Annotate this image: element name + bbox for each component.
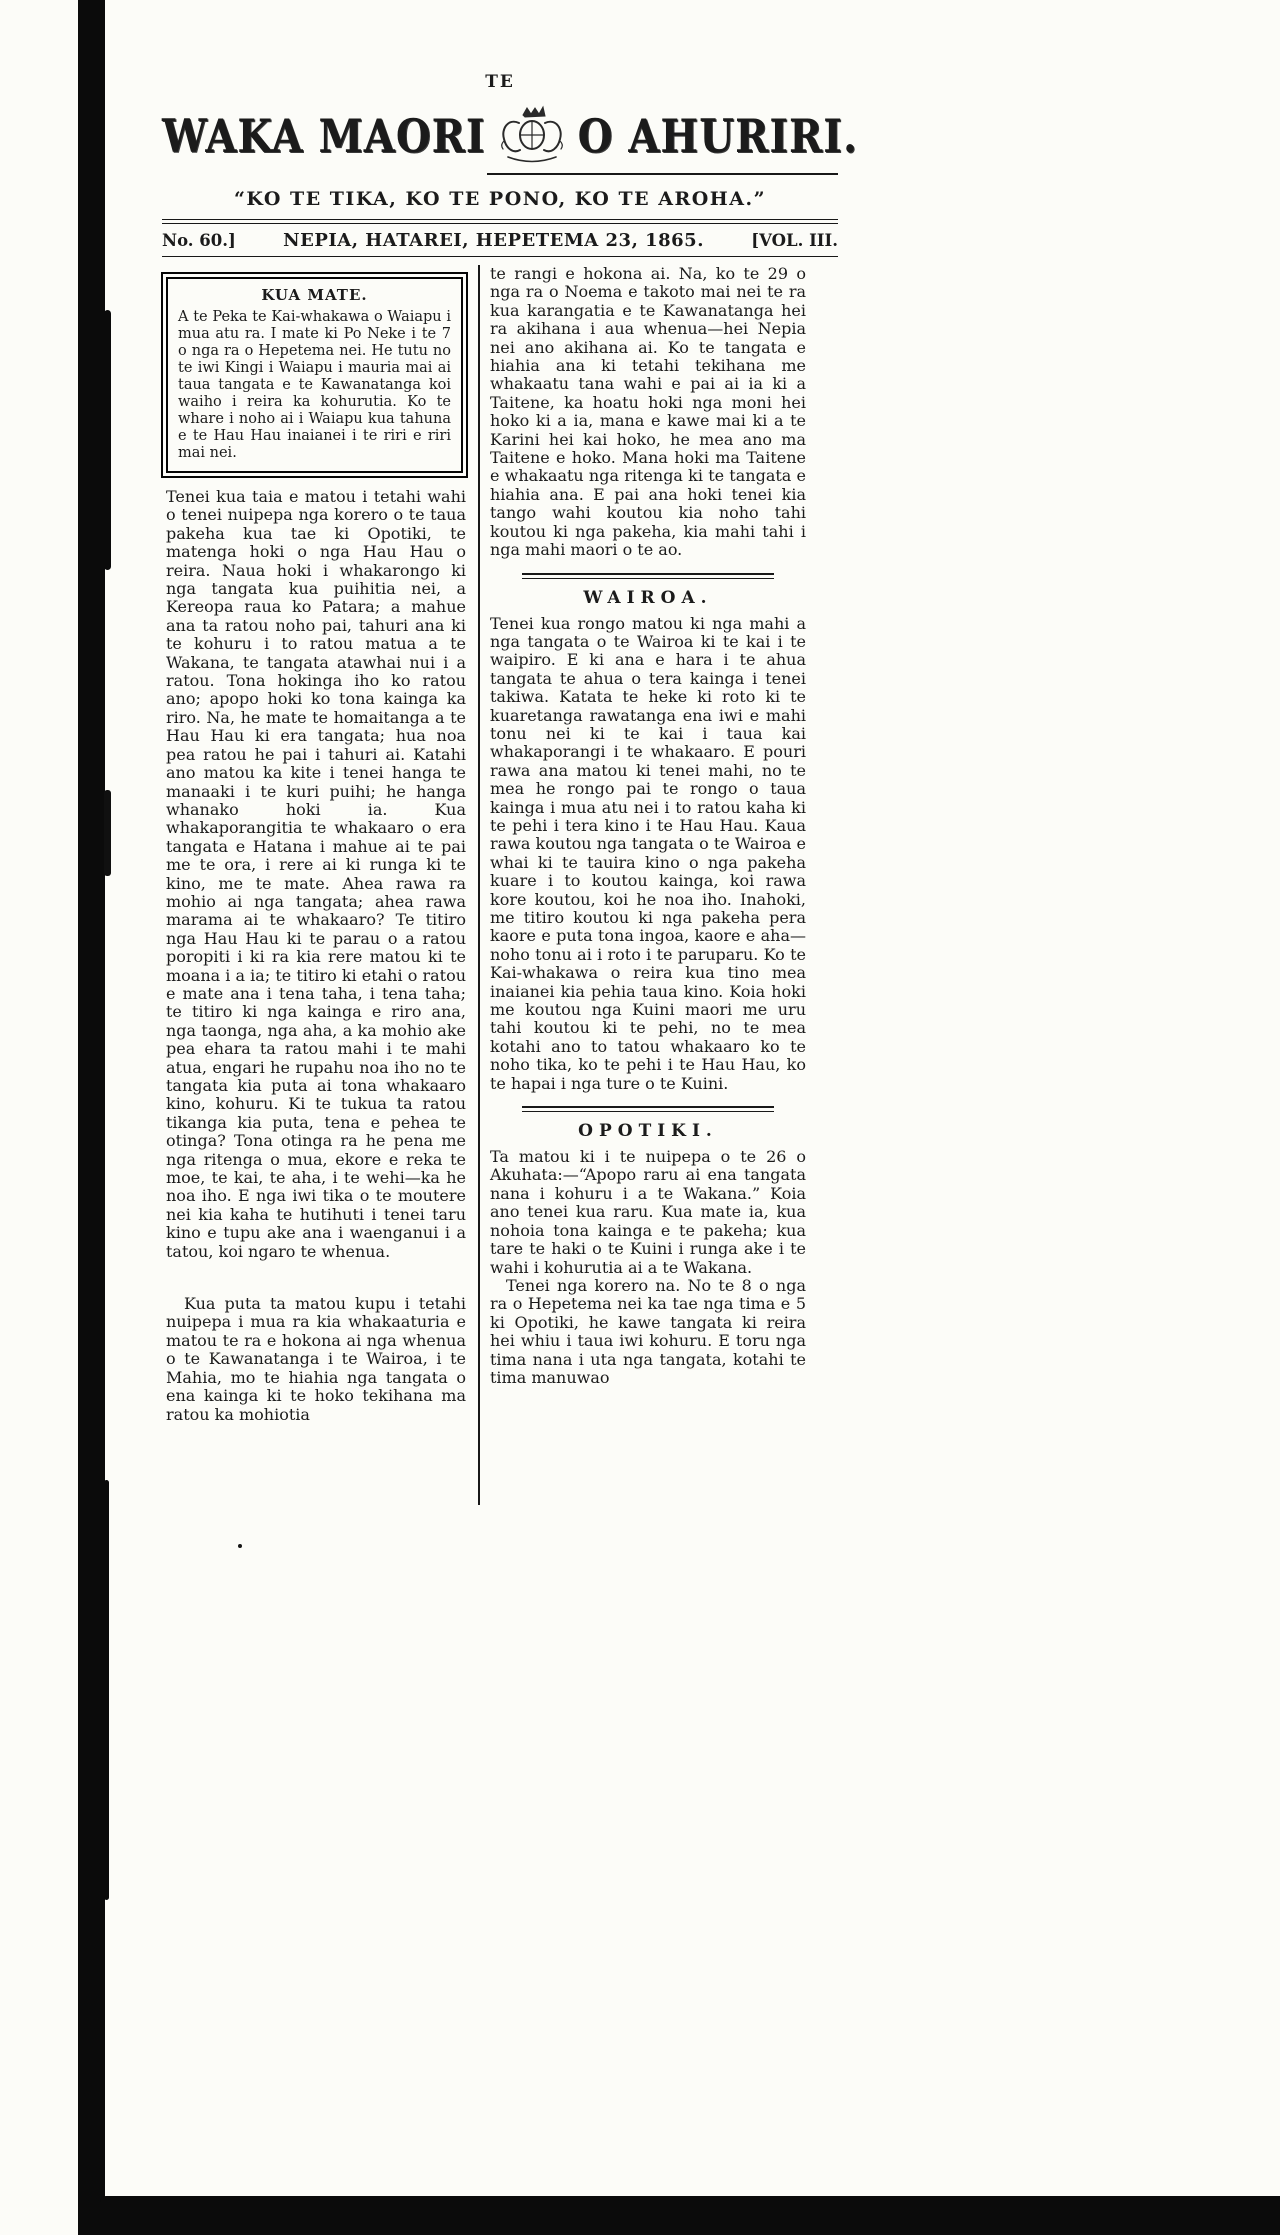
section-heading-opotiki: OPOTIKI. <box>578 1121 718 1142</box>
section-rule <box>522 573 774 579</box>
column-left <box>166 265 466 1424</box>
dateline-rule <box>162 256 838 257</box>
royal-crest-icon <box>486 105 578 167</box>
ink-speck <box>238 1544 242 1548</box>
scan-edge-mark <box>104 790 111 876</box>
masthead-title-left: WAKA MAORI <box>162 108 486 164</box>
masthead <box>162 104 858 168</box>
dateline <box>162 230 838 251</box>
masthead-underline <box>487 173 838 175</box>
scan-edge-bottom <box>100 2196 1280 2235</box>
scan-edge-left <box>78 0 105 2235</box>
column-right <box>490 265 806 1424</box>
page-content <box>162 72 858 1424</box>
masthead-title-right: O AHURIRI. <box>577 108 858 164</box>
article-paragraph: Kua puta ta matou kupu i tetahi nuipepa i mua ra kia whakaaturia e matou te ra e hokona ai nga whenua o te Kawanatanga i te Wairoa, i te Mahia, mo te hiahia nga tangata o ena kainga ki te hoko tekihana ma ratou ka mohiotia <box>166 1294 466 1424</box>
obituary-body: A te Peka te Kai-whakawa o Waiapu i mua atu ra. I mate ki Po Neke i te 7 o nga ra o Hepetema nei. He tutu no te iwi Kingi i Waiapu i mauria mai ai taua tangata e te Kawanatanga koi waiho i reira ka kohurutia. Ko te whare i noho ai i Waiapu kua tahuna e te Hau Hau inaianei i te riri e riri mai nei. <box>178 309 451 461</box>
article-paragraph: Tenei kua rongo matou ki nga mahi a nga tangata o te Wairoa ki te kai i te waipiro. E ki ana e hara i te ahua tangata te ahua o tera kainga i tenei takiwa. Katata te heke ki roto ki te kuaretanga rawatanga ena iwi e mahi tonu nei ki te kai i taua kai whakaporangi i te whakaaro. E pouri rawa ana matou ki tenei mahi, no te mea he rongo pai te rongo o taua kainga i mua atu nei i to ratou kaha ki te pehi i tera kino i te Hau Hau. Kaua rawa koutou nga tangata o te Wairoa e whai ki te tauira kino o nga pakeha kuare i to koutou kainga, koi rawa kore koutou, koi he noa iho. Inahoki, me titiro koutou ki nga pakeha pera kaore e puta tona ingoa, kaore e aha—noho tonu ai i roto i te paruparu. Ko te Kai-whakawa o reira kua tino mea inaianei kia pehia taua kino. Koia hoki me koutou nga Kuini maori me uru tahi koutou ki te pehi, no te mea kotahi ano to tatou whakaaro ko te noho tika, ko te pehi i te Hau Hau, ko te hapai i nga ture o te Kuini. <box>490 613 806 1093</box>
article-paragraph: te rangi e hokona ai. Na, ko te 29 o nga ra o Noema e takoto mai nei te ra kua karangatia e te Kawanatanga hei ra akihana i aua whenua—hei Nepia nei ano akihana ai. Ko te tangata e hiahia ana ki tetahi tekihana me whakaatu tana wahi e pai ai ia ki a Taitene, ka hoatu hoki nga moni hei hoko ki a ia, mana e kawe mai ki a te Karini hei kai hoko, he mea ano ma Taitene e hoko. Mana hoki ma Taitene e whakaatu nga ritenga ki te tangata e hiahia ana. E pai ana hoki tenei kia tango wahi koutou kia noho tahi koutou ki nga pakeha, kia mahi tahi i nga mahi maori o te ao. <box>490 264 806 560</box>
obituary-box <box>166 277 463 473</box>
article-paragraph: Tenei kua taia e matou i tetahi wahi o tenei nuipepa nga korero o te taua pakeha kua tae ki Opotiki, te matenga hoki o nga Hau Hau o reira. Naua hoki i whakarongo ki nga tangata kua puihitia nei, a Kereopa raua ko Patara; a mahue ana ta ratou noho pai, tahuri ana ki te kohuru i to ratou matua a te Wakana, te tangata atawhai nui i a ratou. Tona hokinga iho ko ratou ano; apopo hoki ko tona kainga ka riro. Na, he mate te homaitanga a te Hau Hau ki era tangata; hua noa pea ratou he pai i tahuri ai. Katahi ano matou ka kite i tenei hanga te manaaki i te kuri puihi; he hanga whanako hoki ia. Kua whakaporangitia te whakaaro o era tangata e Hatana i mahue ai te pai me te ora, i rere ai ki runga ki te kino, me te mate. Ahea rawa ra mohio ai nga tangata; ahea rawa marama ai te whakaaro? Te titiro nga Hau Hau ki te parau o a ratou poropiti i ki ra kia rere matou ki te moana i a ia; te titiro ki etahi o ratou e mate ana i tena taha, i tena taha; te titiro ki nga kainga e riro ana, nga taonga, nga aha, a ka mohio ake pea ehara ta ratou mahi i te mahi atua, engari he rupahu noa iho no te tangata kia puta ai tona whakaaro kino, kohuru. Ki te tukua ta ratou tikanga kia puta, tena e pehea te otinga? Tona otinga ra he pena me nga ritenga o mua, ekore e reka te moe, te kai, te aha, i te wehi—ka he noa iho. E nga iwi tika o te moutere nei kia kaha te hutihuti i tenei taru kino e tupu ake ana i waenganui i a tatou, koi ngaro te whenua. <box>166 487 466 1261</box>
section-heading-wairoa: WAIROA. <box>583 587 713 608</box>
column-divider <box>478 265 480 1505</box>
article-paragraph: Ta matou ki i te nuipepa o te 26 o Akuhata:—“Apopo raru ai ena tangata nana i kohuru i a te Wakana.” Koia ano tenei kua raru. Kua mate ia, kua nohoia tona kainga e te pakeha; kua tare te haki o te Kuini i runga ake i te wahi i kohurutia ai a te Wakana. <box>490 1147 806 1277</box>
motto: “KO TE TIKA, KO TE PONO, KO TE AROHA.” <box>233 188 767 210</box>
header-double-rule <box>162 219 838 224</box>
dateline-date: NEPIA, HATAREI, HEPETEMA 23, 1865. <box>283 230 704 251</box>
columns <box>162 265 838 1424</box>
issue-number: No. 60.] <box>162 231 236 250</box>
article-paragraph: Tenei nga korero na. No te 8 o nga ra o Hepetema nei ka tae nga tima e 5 ki Opotiki, he kawe tangata ki reira hei whiu i taua iwi kohuru. E toru nga tima nana i uta nga tangata, kotahi te tima manuwao <box>490 1275 806 1387</box>
volume-number: [VOL. III. <box>751 231 838 250</box>
obituary-heading: KUA MATE. <box>261 286 368 304</box>
section-rule <box>522 1106 774 1112</box>
masthead-top-word: TE <box>485 72 515 92</box>
